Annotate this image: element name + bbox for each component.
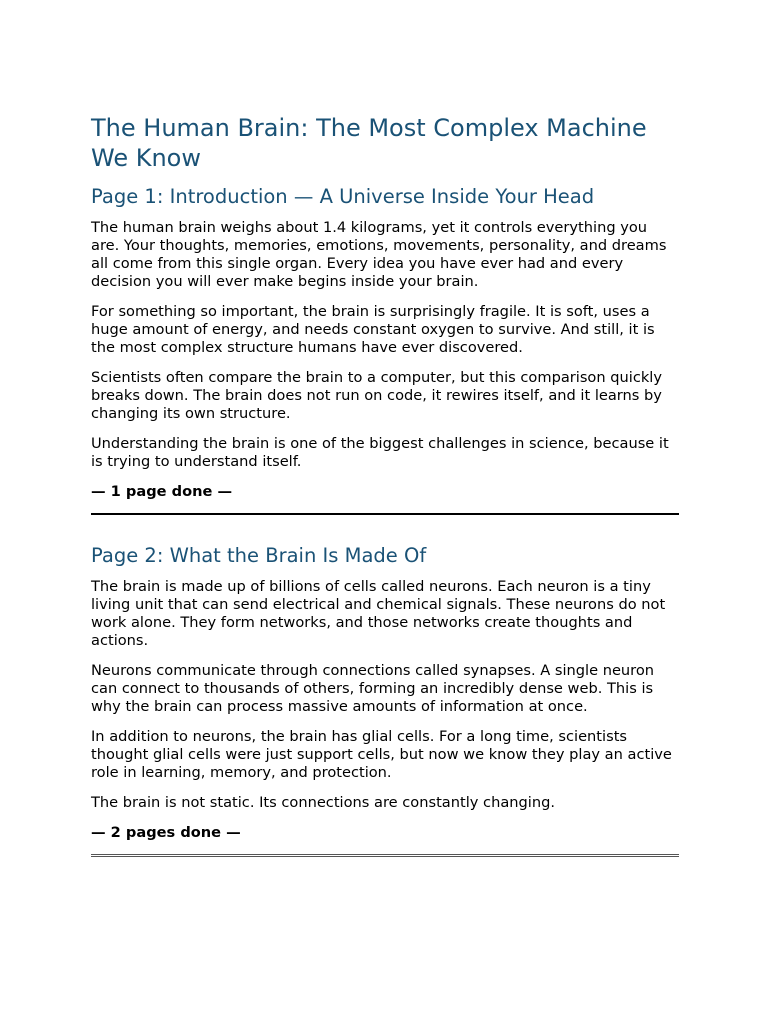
section-heading: Page 2: What the Brain Is Made Of	[91, 544, 427, 567]
section-page-2	[91, 544, 679, 857]
paragraph: Understanding the brain is one of the biggest challenges in science, because it is trying to understand itself.	[91, 435, 669, 470]
paragraph: In addition to neurons, the brain has glial cells. For a long time, scientists thought glial cells were just support cells, but now we know they play an active role in learning, memory, and protection.	[91, 728, 672, 781]
paragraph: The brain is not static. Its connections are constantly changing.	[91, 794, 555, 811]
section-divider	[91, 513, 679, 515]
paragraph: Scientists often compare the brain to a computer, but this comparison quickly breaks down. The brain does not run on code, it rewires itself, and it learns by changing its own structure.	[91, 369, 662, 422]
section-heading: Page 1: Introduction — A Universe Inside Your Head	[91, 185, 595, 208]
paragraph: Neurons communicate through connections called synapses. A single neuron can connect to thousands of others, forming an incredibly dense web. This is why the brain can process massive amounts of information at once.	[91, 662, 655, 715]
paragraph: For something so important, the brain is surprisingly fragile. It is soft, uses a huge amount of energy, and needs constant oxygen to survive. And still, it is the most complex structure humans have ever discovered.	[91, 303, 655, 356]
section-page-1	[91, 185, 679, 515]
section-divider	[91, 854, 679, 857]
document-page	[91, 113, 679, 857]
progress-marker: — 2 pages done —	[91, 824, 241, 841]
paragraph: The brain is made up of billions of cells called neurons. Each neuron is a tiny living unit that can send electrical and chemical signals. These neurons do not work alone. They form networks, and those networks create thoughts and actions.	[91, 578, 666, 649]
document-title: The Human Brain: The Most Complex Machine We Know	[91, 114, 647, 172]
paragraph: The human brain weighs about 1.4 kilograms, yet it controls everything you are. Your thoughts, memories, emotions, movements, personality, and dreams all come from this single organ. Every idea you have ever had and every decision you will ever make begins inside your brain.	[91, 219, 667, 290]
progress-marker: — 1 page done —	[91, 483, 233, 500]
